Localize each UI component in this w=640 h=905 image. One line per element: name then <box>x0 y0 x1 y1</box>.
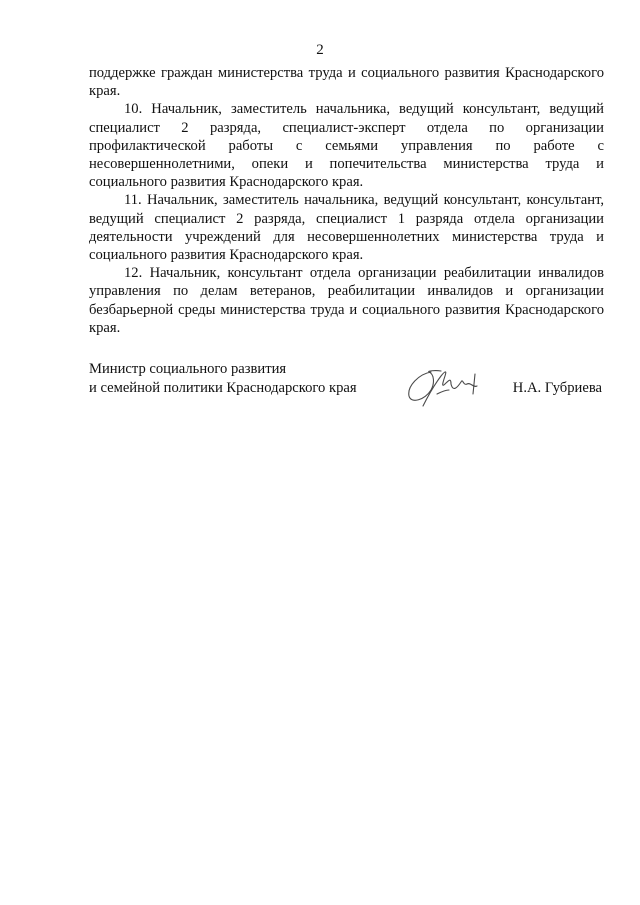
signatory-title <box>89 360 379 398</box>
paragraph-item-10: 10. Начальник, заместитель начальника, ведущий консультант, ведущий специалист 2 разряда, специалист-эксперт отдела по организации профилактической работы с семьями управления по работе с несовершеннолетними, опеки и попечительства министерства труда и социального развития Краснодарского края. <box>89 101 604 191</box>
paragraph-continuation: поддержке граждан министерства труда и социального развития Краснодарского края. <box>89 65 604 100</box>
paragraph-item-11: 11. Начальник, заместитель начальника, ведущий консультант, консультант, ведущий специалист 2 разряда, специалист 1 разряда отдела организации деятельности учреждений для несовершеннолетних министерства труда и социального развития Краснодарского края. <box>89 192 604 264</box>
page-number: 2 <box>316 42 324 58</box>
handwritten-signature-icon <box>401 364 493 408</box>
signatory-title-line-2: и семейной политики Краснодарского края <box>89 380 357 396</box>
signature-block <box>89 360 604 410</box>
signatory-title-line-1: Министр социального развития <box>89 361 287 377</box>
signatory-name: Н.А. Губриева <box>512 380 602 396</box>
paragraph-item-12: 12. Начальник, консультант отдела организации реабилитации инвалидов управления по делам ветеранов, реабилитации инвалидов и организации безбарьерной среды министерства труда и социального развития Краснодарского края. <box>89 265 604 336</box>
document-body <box>89 64 604 337</box>
